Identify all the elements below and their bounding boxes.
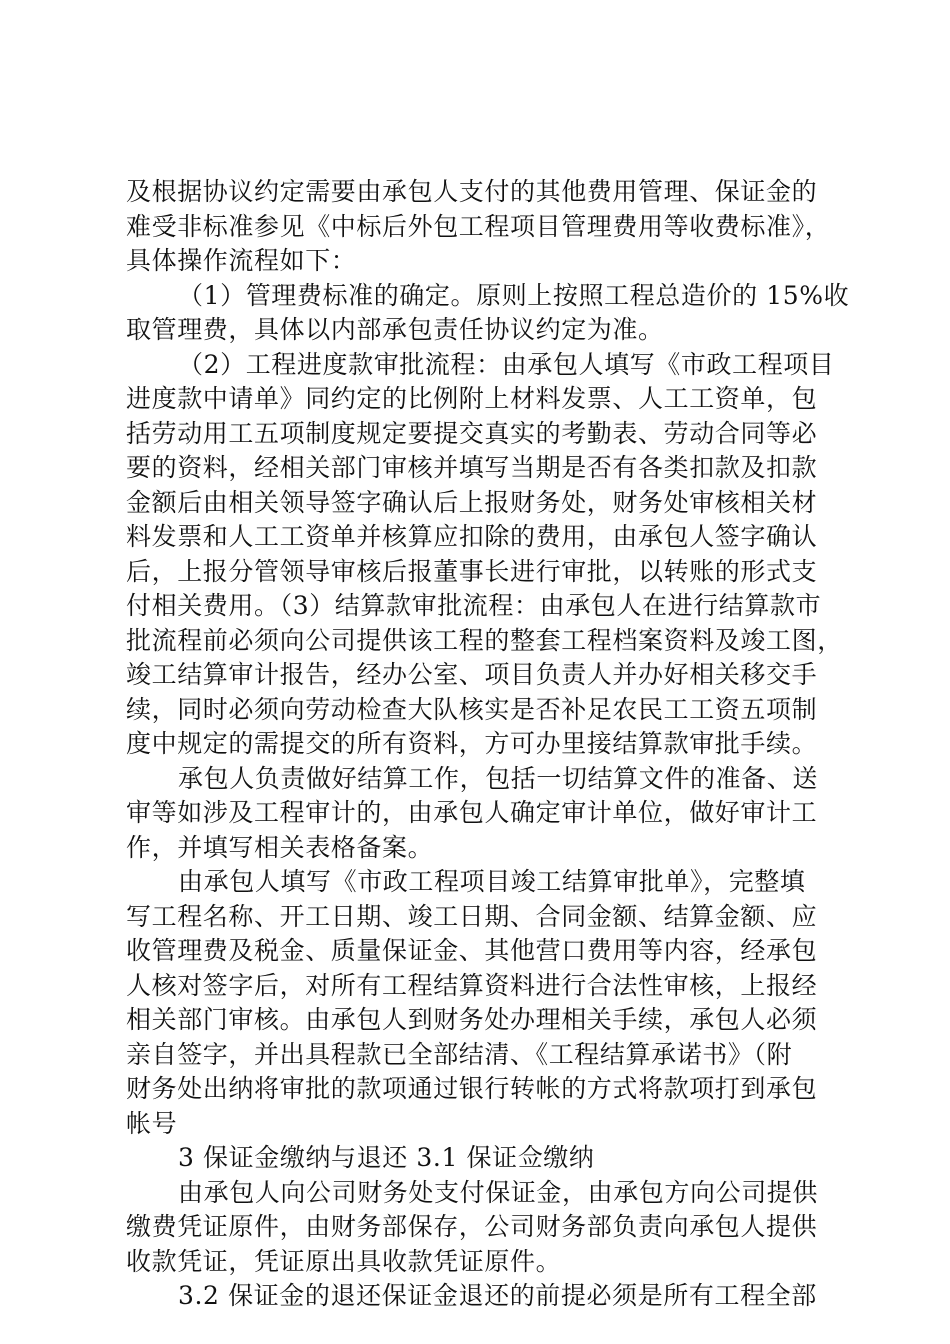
text-line: 收款凭证，凭证原出具收款凭证原件。 bbox=[126, 1246, 562, 1276]
text-line: 具体操作流程如下： bbox=[126, 246, 357, 275]
text-line: 相关部门审核。由承包人到财务处办理相关手续，承包人必须 bbox=[126, 1005, 818, 1034]
text-line: 难受非标准参见《中标后外包工程项目管理费用等收费标准》， bbox=[126, 211, 831, 241]
text-line: 由承包人填写《市政工程项目竣工结算审批单》，完整填 bbox=[178, 867, 806, 896]
text-line: 付相关费用。（3）结算款审批流程：由承包人在进行结算款市 bbox=[126, 591, 822, 620]
text-line: 料发票和人工工资单并核算应扣除的费用，由承包人签字确认 bbox=[126, 522, 818, 551]
text-line: （2）工程进度款审批流程：由承包人填写《市政工程项目 bbox=[178, 349, 835, 379]
text-line: 后，上报分管领导审核后报董事长进行审批，以转账的形式支 bbox=[126, 556, 818, 586]
text-line: 度中规定的需提交的所有资料，方可办里接结算款审批手续。 bbox=[126, 729, 818, 758]
text-line: 财务处出纳将审批的款项通过银行转帐的方式将款项打到承包 bbox=[126, 1074, 818, 1103]
text-line: 竣工结算审计报告，经办公室、项目负责人并办好相关移交手 bbox=[126, 660, 818, 689]
text-line: 收管理费及税金、质量保证金、其他营口费用等内容，经承包 bbox=[126, 936, 818, 965]
text-line: 进度款中请单》同约定的比例附上材料发票、人工工资单，包 bbox=[126, 384, 818, 413]
text-line: 作，并填写相关表格备案。 bbox=[126, 832, 434, 862]
document-body bbox=[126, 175, 850, 1314]
text-line: 由承包人向公司财务处支付保证金，由承包方向公司提供 bbox=[178, 1177, 819, 1207]
text-line: 缴费凭证原件，由财务部保存，公司财务部负责向承包人提供 bbox=[126, 1212, 818, 1241]
text-line: 金额后由相关领导签字确认后上报财务处，财务处审核相关材 bbox=[126, 487, 818, 517]
text-line: 及根据协议约定需要由承包人支付的其他费用管理、保证金的 bbox=[126, 177, 818, 206]
text-line: 批流程前必须向公司提供该工程的整套工程档案资料及竣工图， bbox=[126, 625, 843, 655]
text-line: 3 保证金缴纳与退还 3.1 保证佥缴纳 bbox=[178, 1143, 595, 1172]
text-line: 要的资料，经相关部门审核并填写当期是否有各类扣款及扣款 bbox=[126, 453, 818, 482]
text-line: 取管理费，具体以内部承包责任协议约定为准。 bbox=[126, 315, 664, 344]
text-line: 括劳动用工五项制度规定要提交真实的考勤表、劳动合同等必 bbox=[126, 418, 818, 448]
text-line: 3.2 保证金的退还保证金退还的前提必须是所有工程全部 bbox=[178, 1281, 817, 1310]
text-line: 人核对签字后，对所有工程结算资料进行合法性审核，上报经 bbox=[126, 970, 818, 1000]
text-line: 写工程名称、开工日期、竣工日期、合同金额、结算金额、应 bbox=[126, 901, 818, 931]
text-line: （1）管理费标准的确定。原则上按照工程总造价的 15%收 bbox=[178, 280, 850, 310]
text-line: 帐号 bbox=[126, 1108, 178, 1138]
text-line: 审等如涉及工程审计的，由承包人确定审计单位，做好审计工 bbox=[126, 798, 818, 827]
text-line: 亲自签字，并出具程款已全部结清、《工程结算承诺书》（附 bbox=[126, 1039, 793, 1069]
text-line: 续，同时必须向劳动检查大队核实是否补足农民工工资五项制 bbox=[126, 694, 818, 724]
text-line: 承包人负责做好结算工作，包括一切结算文件的准备、送 bbox=[178, 763, 819, 793]
